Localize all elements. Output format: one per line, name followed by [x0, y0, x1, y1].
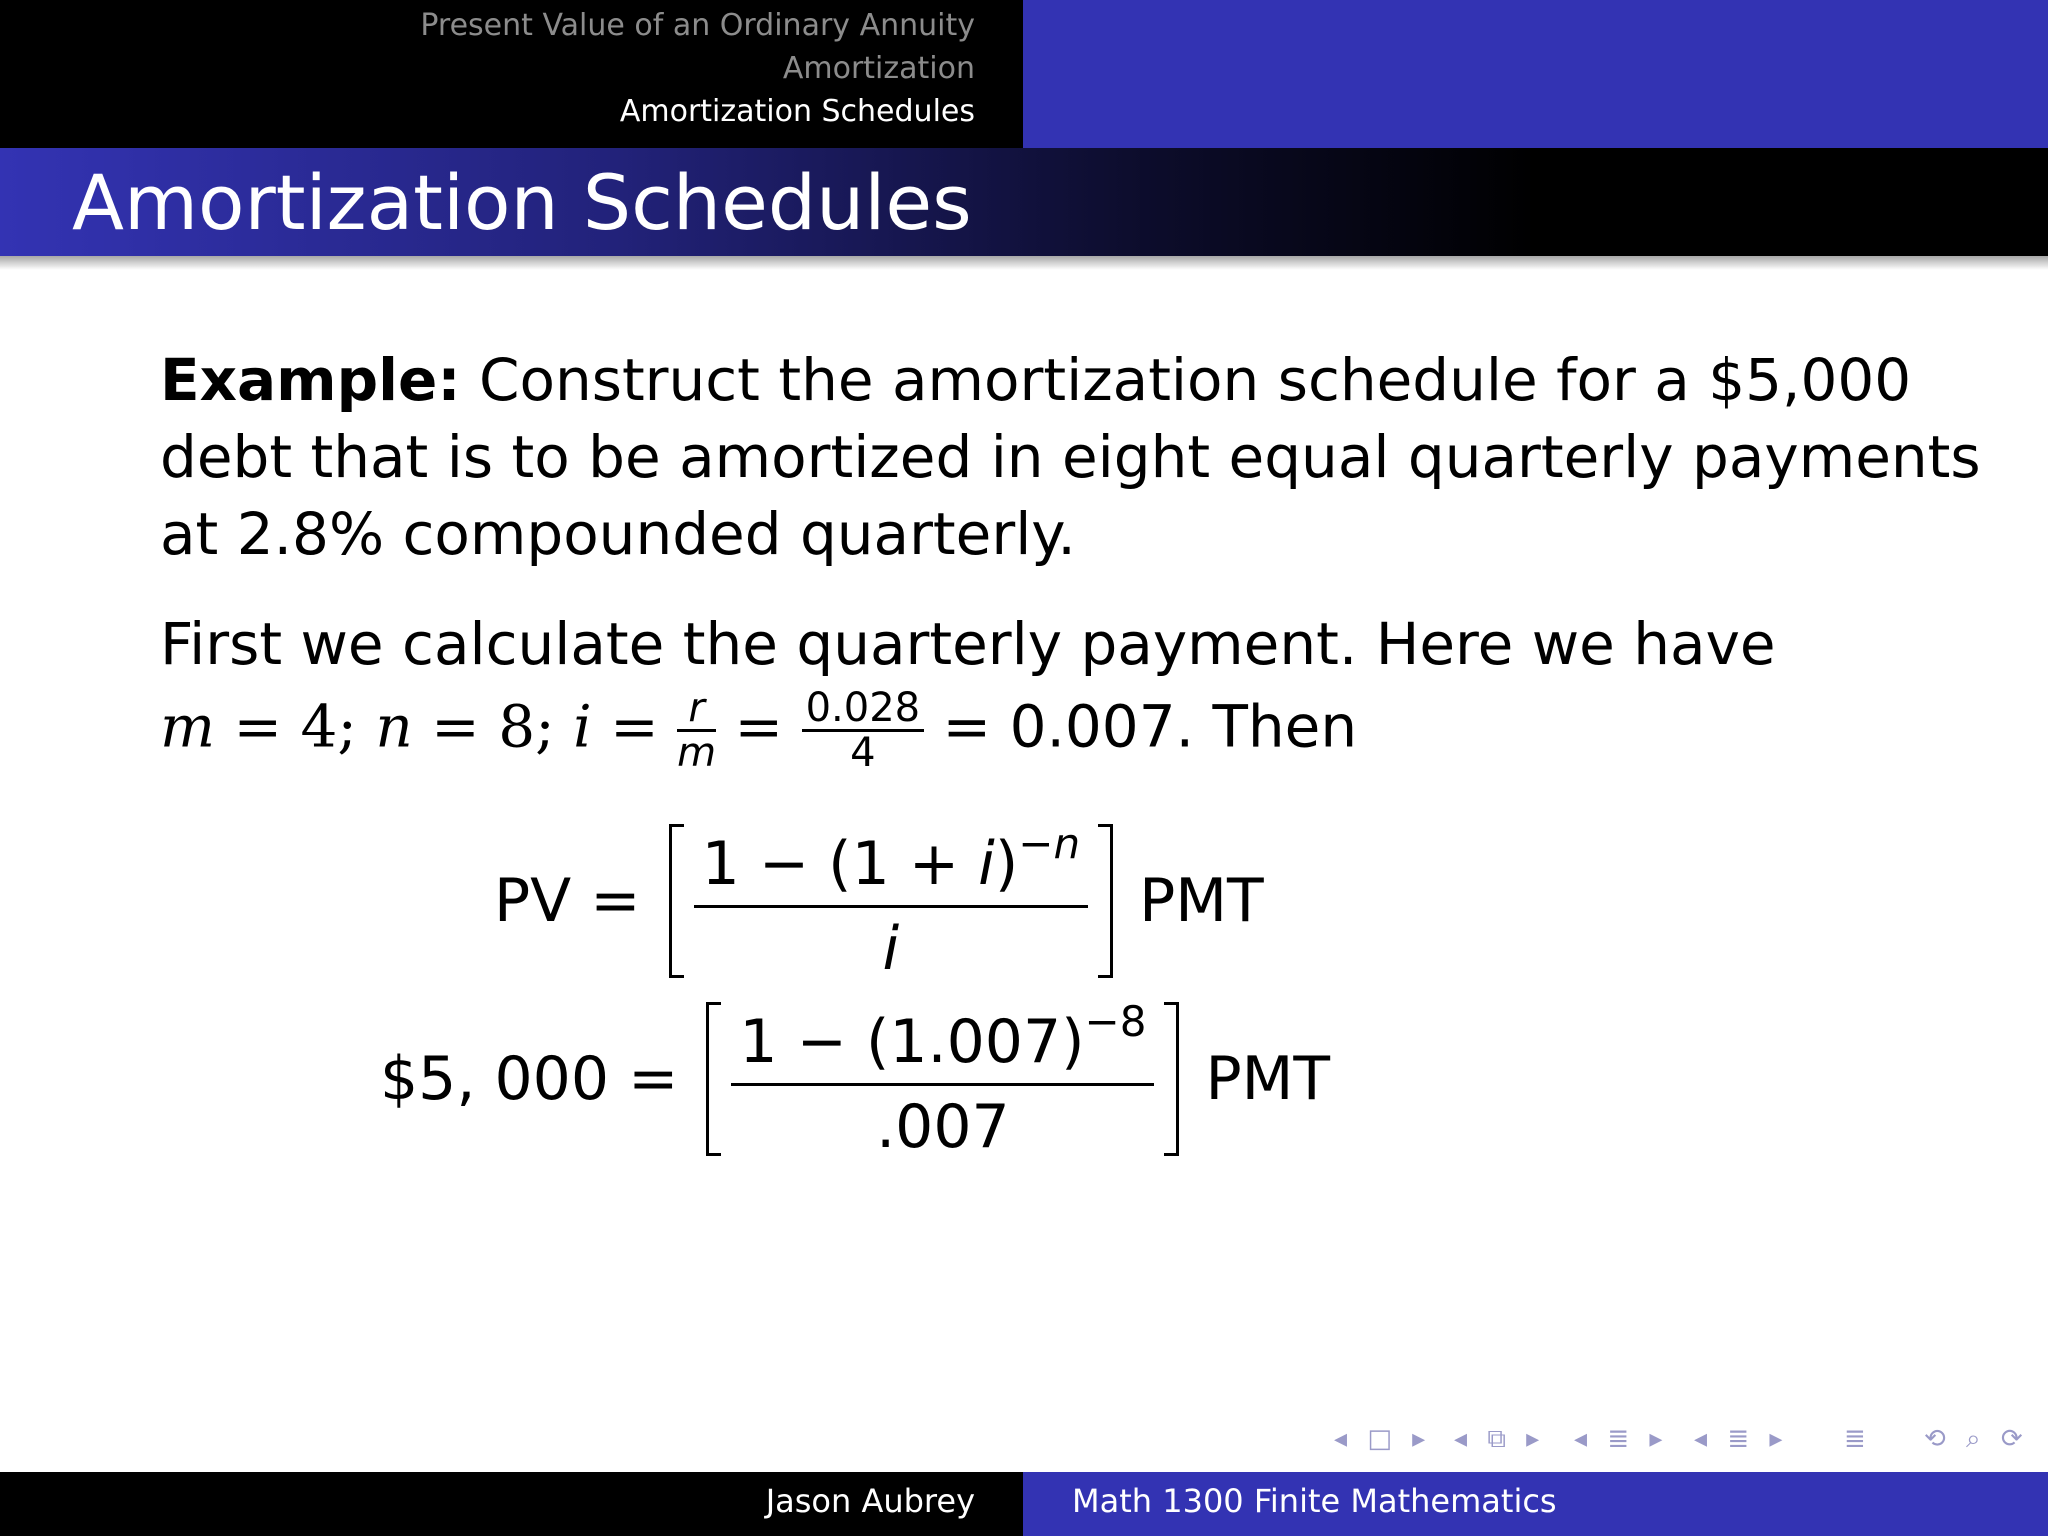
pv-formula [494, 818, 1264, 984]
n-value: = 8; [431, 692, 555, 761]
payment-equation-denominator: .007 [876, 1091, 1010, 1162]
footer-course: Math 1300 Finite Mathematics [1072, 1482, 1557, 1520]
fraction-numerator-rate: 0.028 [802, 687, 925, 732]
fraction-r-over-m [677, 687, 716, 774]
fraction-denominator-m: m [677, 730, 717, 776]
intro-paragraph [160, 606, 1776, 774]
nav-section-amortization[interactable]: Amortization [782, 51, 975, 86]
payment-num-base: 1 − (1.007) [739, 1006, 1085, 1077]
header-nav-right [1023, 0, 2048, 148]
payment-equation-lhs: $5, 000 = [380, 1044, 679, 1114]
example-line-1: Construct the amortization schedule for a $5,000 [478, 346, 1912, 414]
pv-num-part-a: 1 − (1 + [701, 828, 979, 899]
example-paragraph [160, 342, 1981, 573]
var-m: m [160, 692, 215, 761]
nav-subsection-icon[interactable]: ◂ ⧉ ▸ [1454, 1424, 1546, 1454]
fraction-numerator-r: r [677, 687, 716, 732]
pv-formula-rhs: PMT [1139, 866, 1264, 936]
payment-equation-fraction [721, 996, 1164, 1162]
left-bracket [669, 824, 684, 978]
equals-sign: = [734, 692, 784, 761]
nav-subsubsection-icon[interactable]: ◂ ≣ ▸ [1694, 1424, 1789, 1454]
pv-formula-denominator: i [882, 913, 900, 984]
right-bracket [1098, 824, 1113, 978]
example-label: Example: [160, 346, 461, 414]
pv-formula-numerator [694, 818, 1089, 908]
pv-exponent: −n [1018, 818, 1081, 868]
pv-formula-lhs: PV = [494, 866, 641, 936]
equals-sign: = [610, 692, 659, 761]
payment-exponent: −8 [1084, 996, 1147, 1046]
nav-section-amortization-schedules[interactable]: Amortization Schedules [619, 94, 975, 129]
example-line-3: at 2.8% compounded quarterly. [160, 500, 1076, 568]
nav-toc-icon[interactable]: ≣ [1844, 1424, 1872, 1454]
pv-num-i: i [978, 828, 995, 899]
var-i: i [573, 692, 592, 761]
intro-line-1: First we calculate the quarterly payment. Here we have [160, 610, 1776, 678]
footer-author: Jason Aubrey [765, 1482, 975, 1520]
payment-equation [380, 996, 1331, 1162]
title-shadow [0, 256, 2048, 270]
rate-result: = 0.007. Then [942, 692, 1358, 761]
nav-search-icon[interactable]: ⟲ ⌕ ⟳ [1924, 1424, 2029, 1454]
payment-equation-rhs: PMT [1205, 1044, 1331, 1114]
intro-math-line [160, 687, 1776, 774]
pv-formula-fraction [684, 818, 1099, 984]
right-bracket [1164, 1002, 1179, 1156]
left-bracket [706, 1002, 721, 1156]
nav-section-icon[interactable]: ◂ ≣ ▸ [1574, 1424, 1669, 1454]
example-line-2: debt that is to be amortized in eight equal quarterly payments [160, 423, 1981, 491]
pv-num-part-b: ) [994, 828, 1019, 899]
frame-title: Amortization Schedules [72, 158, 972, 247]
fraction-denominator-4: 4 [850, 730, 876, 776]
m-value: = 4; [233, 692, 357, 761]
nav-section-present-value[interactable]: Present Value of an Ordinary Annuity [420, 8, 975, 43]
var-n: n [375, 692, 413, 761]
nav-frame-icon[interactable]: ◂ □ ▸ [1334, 1424, 1432, 1454]
payment-equation-numerator [731, 996, 1154, 1086]
fraction-rate-over-4 [802, 687, 925, 774]
